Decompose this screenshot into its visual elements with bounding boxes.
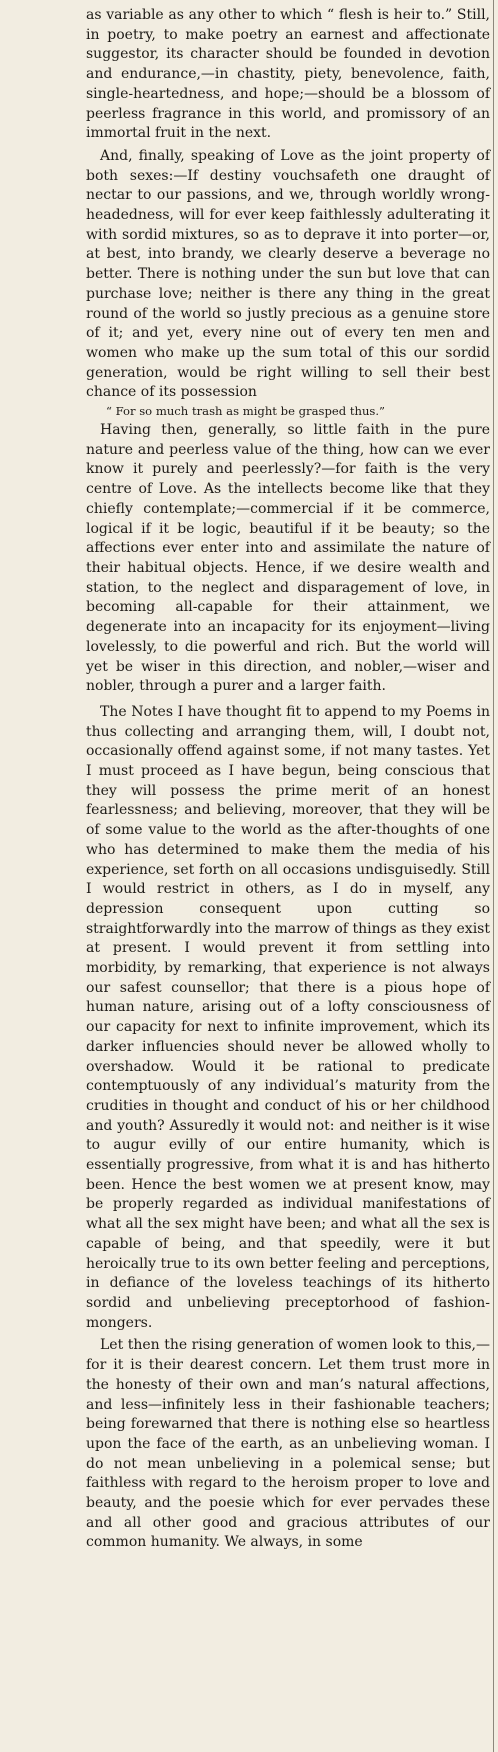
block-quote: “ For so much trash as might be grasped thus.” xyxy=(106,404,385,419)
paragraph-2: And, finally, speaking of Love as the joint property of both sexes:—If destiny vouchsafeth one draught of nectar to our passions, and we, through worldly wrong-headedness, will for ever keep faithlessly adulterating it with sordid mixtures, so as to deprave it into porter—or, at best, into brandy, we clearly deserve a beverage no better. There is nothing under the sun but love that can purchase love; neither is there any thing in the great round of the world so justly precious as a genuine store of it; and yet, every nine out of every ten men and women who make up the sum total of this our sordid generation, would be right willing to sell their best chance of its possession xyxy=(86,147,490,401)
paragraph-4: The Notes I have thought fit to append to my Poems in thus collecting and arranging them, will, I doubt not, occasionally offend against some, if not many tastes. Yet I must proceed as I have begun, being conscious that they will possess the prime merit of an honest fearlessness; and believing, moreover, that they will be of some value to the world as the after-thoughts of one who has determined to make them the media of his experience, set forth on all occasions undisguisedly. Still I would restrict in others, as I do in myself, any depression consequent upon cutting so straightforwardly into the marrow of things as they exist at present. I would prevent it from settling into morbidity, by remarking, that experience is not always our safest counsellor; that there is a pious hope of human nature, arising out of a lofty consciousness of our capacity for next to infinite improvement, which its darker influencies should never be allowed wholly to overshadow. Would it be rational to predicate contemptuously of any individual’s maturity from the crudities in thought and conduct of his or her childhood and youth? Assuredly it would not: and neither is it wise to augur evilly of our entire humanity, which is essentially progressive, from what it is and has hitherto been. Hence the best women we at present know, may be properly regarded as individual manifestations of what all the sex might have been; and what all the sex is capable of being, and that speedily, were it but heroically true to its own better feeling and perceptions, in defiance of the loveless teachings of its hitherto sordid and unbelieving preceptorhood of fashion-mongers. xyxy=(86,703,490,1331)
text-column xyxy=(86,6,490,1553)
paragraph-3: Having then, generally, so little faith in the pure nature and peerless value of the thing, how can we ever know it purely and peerlessly?—for faith is the very centre of Love. As the intellects become like that they chiefly contemplate;—commercial if it be commerce, logical if it be logic, beautiful if it be beauty; so the affections ever enter into and assimilate the nature of their habitual objects. Hence, if we desire wealth and station, to the neglect and disparagement of love, in becoming all-capable for their attainment, we degenerate into an incapacity for its enjoyment—living lovelessly, to die powerful and rich. But the world will yet be wiser in this direction, and nobler,—wiser and nobler, through a purer and a larger faith. xyxy=(86,422,490,695)
column-rule xyxy=(493,0,494,1752)
paragraph-5: Let then the rising generation of women look to this,—for it is their dearest concern. Let them trust more in the honesty of their own and man’s natural affections, and less—infinitely less in their fashionable teachers; being forewarned that there is nothing else so heartless upon the face of the earth, as an unbelieving woman. I do not mean unbelieving in a polemical sense; but faithless with regard to the heroism proper to love and beauty, and the poesie which for ever pervades these and all other good and gracious attributes of our common humanity. We always, in some xyxy=(86,1337,490,1551)
paragraph-1: as variable as any other to which “ flesh is heir to.” Still, in poetry, to make poetry an earnest and affectionate suggestor, its character should be founded in devotion and endurance,—in chastity, piety, benevolence, faith, single-heartedness, and hope;—should be a blossom of peerless fragrance in this world, and promissory of an immortal fruit in the next. xyxy=(86,7,490,142)
